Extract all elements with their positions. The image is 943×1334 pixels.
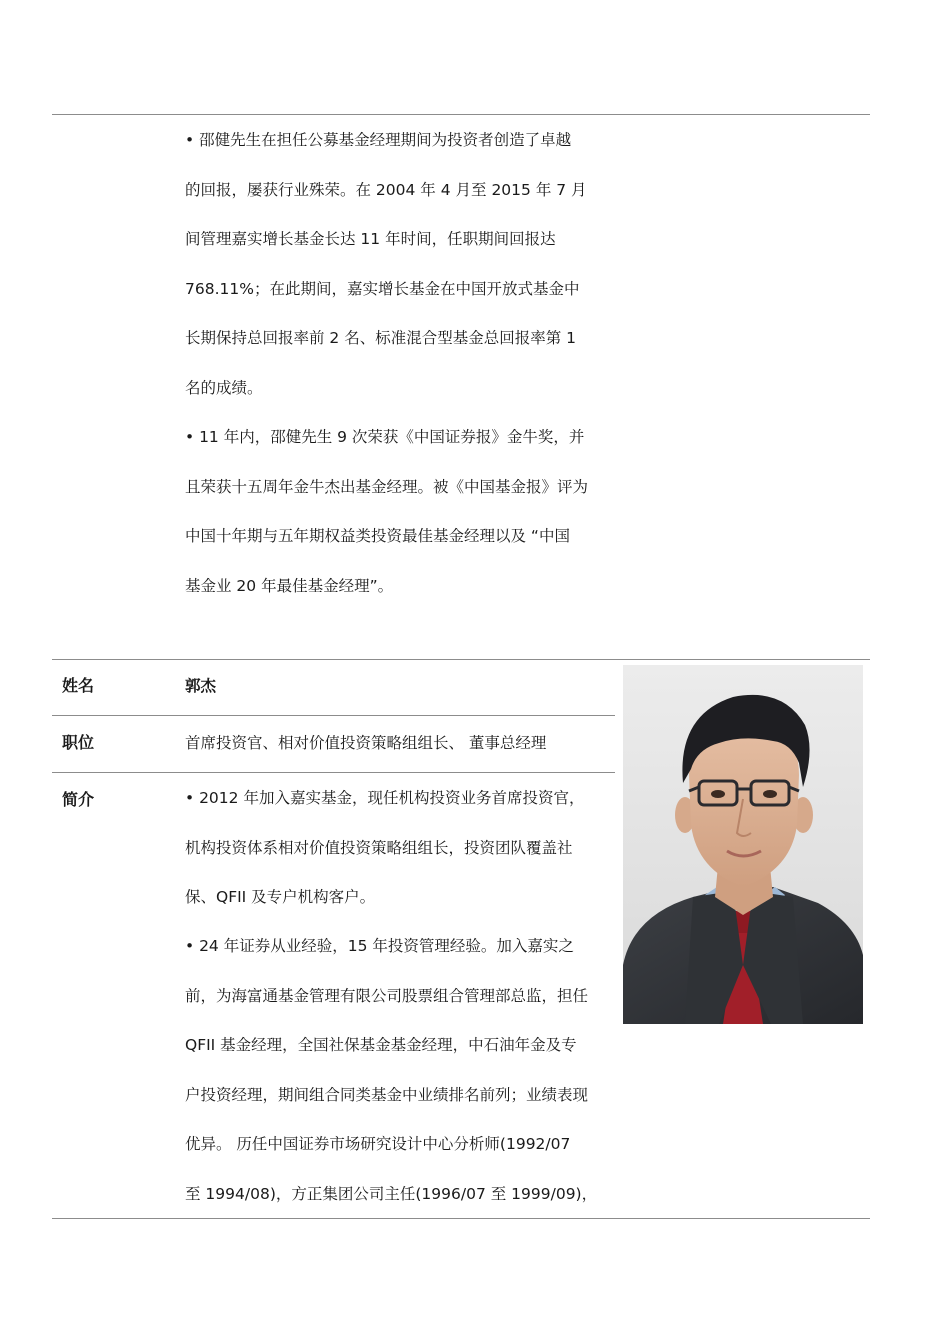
- paragraph-achievements: [185, 116, 607, 413]
- profile-table-top-rule: [52, 659, 870, 660]
- text-line: 优异。 历任中国证券市场研究设计中心分析师(1992/07: [185, 1135, 571, 1153]
- text-line: 户投资经理，期间组合同类基金中业绩排名前列；业绩表现: [185, 1085, 589, 1104]
- text-line: 768.11%；在此期间，嘉实增长基金在中国开放式基金中: [185, 279, 580, 298]
- text-line: 保、QFII 及专户机构客户。: [185, 888, 376, 906]
- portrait-illustration: [623, 665, 863, 1024]
- row-divider: [52, 772, 615, 773]
- name-label: 姓名: [62, 676, 95, 695]
- intro-paragraph-role: [185, 774, 607, 923]
- text-line: 名的成绩。: [185, 378, 263, 397]
- text-line: 至 1994/08)，方正集团公司主任(1996/07 至 1999/09)，: [185, 1184, 598, 1203]
- text-line: • 2012 年加入嘉实基金，现任机构投资业务首席投资官，: [185, 789, 585, 807]
- paragraph-awards: [185, 413, 607, 611]
- top-divider: [52, 114, 870, 115]
- portrait-photo: [623, 665, 863, 1024]
- text-line: 的回报，屡获行业殊荣。在 2004 年 4 月至 2015 年 7 月: [185, 180, 587, 199]
- intro-paragraph-experience: [185, 922, 607, 1219]
- text-line: 中国十年期与五年期权益类投资最佳基金经理以及 “中国: [185, 527, 570, 545]
- text-line: • 24 年证券从业经验，15 年投资管理经验。加入嘉实之: [185, 937, 574, 955]
- text-line: • 11 年内，邵健先生 9 次荣获《中国证券报》金牛奖，并: [185, 428, 585, 446]
- position-label: 职位: [62, 733, 95, 752]
- name-value: 郭杰: [185, 677, 217, 695]
- text-line: 且荣获十五周年金牛杰出基金经理。被《中国基金报》评为: [185, 477, 589, 496]
- position-value: 首席投资官、相对价值投资策略组组长、 董事总经理: [185, 734, 547, 752]
- text-line: QFII 基金经理，全国社保基金基金经理，中石油年金及专: [185, 1036, 577, 1054]
- text-line: 基金业 20 年最佳基金经理”。: [185, 576, 394, 595]
- text-line: 间管理嘉实增长基金长达 11 年时间，任职期间回报达: [185, 230, 556, 248]
- intro-label: 简介: [62, 790, 95, 809]
- bottom-divider: [52, 1218, 870, 1219]
- text-line: • 邵健先生在担任公募基金经理期间为投资者创造了卓越: [185, 131, 572, 149]
- row-divider: [52, 715, 615, 716]
- text-line: 机构投资体系相对价值投资策略组组长，投资团队覆盖社: [185, 838, 573, 857]
- text-line: 前，为海富通基金管理有限公司股票组合管理部总监，担任: [185, 986, 589, 1005]
- text-line: 长期保持总回报率前 2 名、标准混合型基金总回报率第 1: [185, 329, 577, 347]
